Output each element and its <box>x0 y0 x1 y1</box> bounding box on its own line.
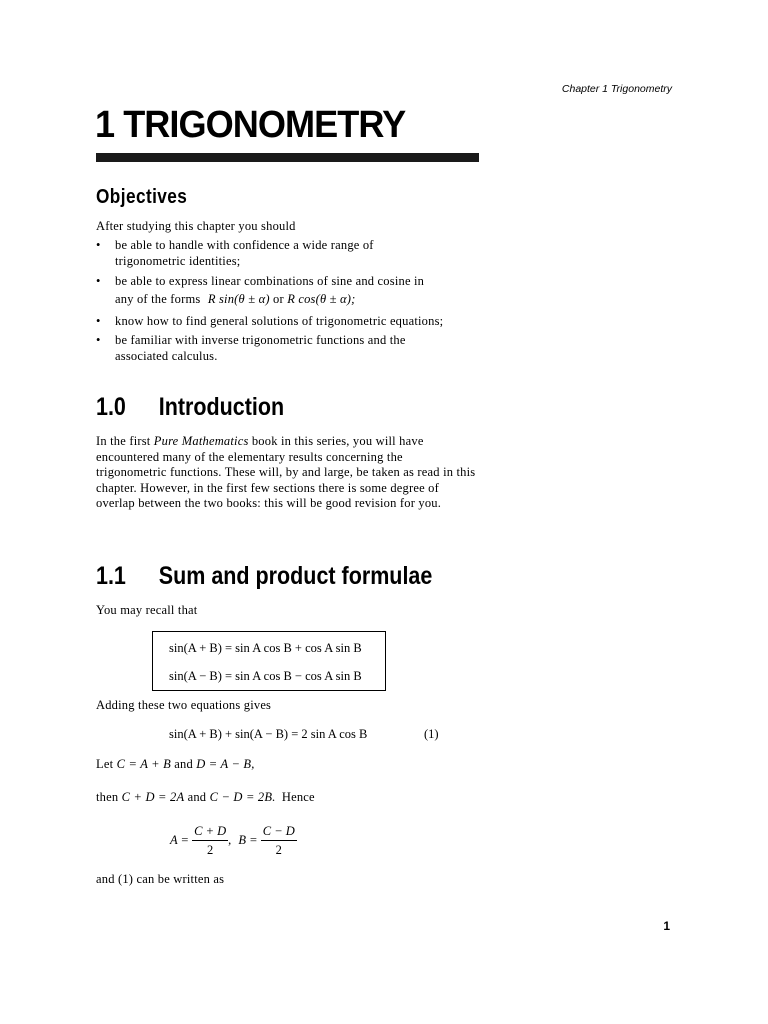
section-heading-introduction <box>96 393 284 422</box>
frac-b-lhs: B = <box>238 832 258 847</box>
fraction-equations <box>170 824 297 858</box>
forms-prefix: any of the forms <box>115 292 201 306</box>
chapter-title: 1 TRIGONOMETRY <box>95 104 406 146</box>
then-math: C + D = 2A <box>121 790 185 804</box>
recall-text: You may recall that <box>96 603 198 617</box>
adding-text: Adding these two equations gives <box>96 698 272 712</box>
fraction-numerator: C + D <box>192 824 228 841</box>
introduction-paragraph <box>96 434 476 512</box>
page-number: 1 <box>663 919 670 933</box>
let-line <box>96 757 255 773</box>
let-math: C = A + B <box>116 757 171 771</box>
bullet-dot: • <box>96 314 101 328</box>
form-rcos: R cos(θ ± α); <box>287 292 356 306</box>
objective-forms-line <box>115 292 495 308</box>
equation-1-label: (1) <box>424 727 439 741</box>
objective-text: be able to handle with confidence a wide range of trigonometric identities; <box>115 238 374 268</box>
objectives-intro: After studying this chapter you should <box>96 219 296 233</box>
bullet-dot: • <box>96 238 101 252</box>
title-rule <box>96 153 479 162</box>
section-title: Introduction <box>158 393 285 421</box>
objective-text: be familiar with inverse trigonometric functions and the associated calculus. <box>115 333 406 363</box>
identity-sum: sin(A + B) = sin A cos B + cos A sin B <box>169 641 362 655</box>
then-math2: C − D = 2B. <box>209 790 276 804</box>
then-and: and <box>187 790 207 804</box>
then-hence: Hence <box>281 790 315 804</box>
then-word: then <box>96 790 119 804</box>
identity-box <box>152 631 386 691</box>
fraction-a <box>192 824 228 858</box>
bullet-dot: • <box>96 333 101 347</box>
identity-difference: sin(A − B) = sin A cos B − cos A sin B <box>169 669 362 683</box>
let-and: and <box>174 757 193 771</box>
frac-a-lhs: A = <box>170 832 189 847</box>
book-title: Pure Mathematics <box>153 434 249 448</box>
section-heading-sum-product <box>96 562 432 591</box>
running-head: Chapter 1 Trigonometry <box>561 83 672 95</box>
fraction-separator: , <box>228 832 232 847</box>
then-line <box>96 790 315 806</box>
equation-1: sin(A + B) + sin(A − B) = 2 sin A cos B <box>169 727 368 741</box>
fraction-denominator: 2 <box>207 843 214 857</box>
form-rsin: R sin(θ ± α) <box>207 292 270 306</box>
para-text: book in this series, you will have encountered many of the elementary results concerning the trigonometric functions. These will, by and large, be taken as read in this chapter. However, in the first few sections there is some degree of overlap between the two books: this will be good revision for you. <box>96 434 476 510</box>
fraction-denominator: 2 <box>275 843 282 857</box>
section-title: Sum and product formulae <box>158 562 433 590</box>
section-number: 1.0 <box>96 393 126 421</box>
objective-text: know how to find general solutions of trigonometric equations; <box>115 314 444 328</box>
section-number: 1.1 <box>96 562 126 590</box>
closing-text: and (1) can be written as <box>96 872 225 886</box>
fraction-numerator: C − D <box>261 824 297 841</box>
let-word: Let <box>96 757 114 771</box>
para-text: In the first <box>96 434 154 448</box>
forms-or: or <box>273 292 284 306</box>
objective-text: be able to express linear combinations of sine and cosine in <box>115 274 425 288</box>
bullet-dot: • <box>96 274 101 288</box>
objectives-heading: Objectives <box>96 186 188 208</box>
let-math2: D = A − B, <box>196 757 255 771</box>
fraction-b <box>261 824 297 858</box>
